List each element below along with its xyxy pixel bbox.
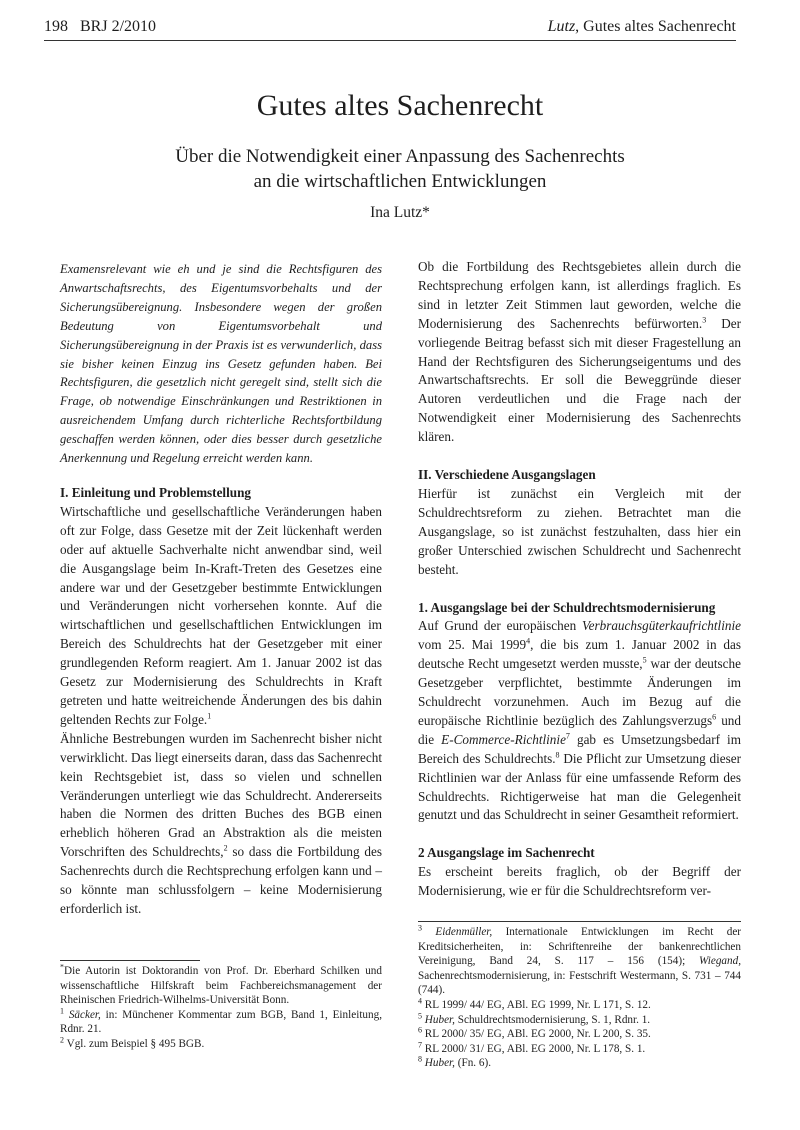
section-heading-3: 1. Ausgangslage bei der Schuldrechtsmodernisierung	[418, 599, 716, 615]
paragraph-further-development: Ob die Fortbildung des Rechtsgebietes allein durch die Rechtsprechung erfolgen kann, ist allerdings fraglich. Es sind in letzter Zeit Stimmen laut geworden, welche die Modernisierung des Sachenrechts befürworten.$^3$ Der vorliegende Beitrag befasst sich mit dieser Fragestellung an Hand der Rechtsfiguren des Sicherungseigentums und des Anwartschaftsrechts. Er soll die Beweggründe dieser Autoren verdeutlichen und die Frage nach der Notwendigkeit einer Modernisierung des Sachenrechts klären.	[418, 259, 741, 445]
header-left	[44, 14, 156, 40]
article-author: Ina Lutz*	[370, 204, 430, 221]
page-number: 198	[44, 18, 68, 35]
footnote-5: $^5$ Huber, Schuldrechtsmodernisierung, S. 1, Rdnr. 1.	[418, 1010, 651, 1026]
footnote-7: $^7$ RL 2000/ 31/ EG, ABl. EG 2000, Nr. L 178, S. 1.	[418, 1040, 646, 1055]
abstract	[60, 260, 382, 468]
paragraph-sachenrecht: Es erscheint bereits fraglich, ob der Begriff der Modernisierung, wie er für die Schuldrechtsreform ver-	[418, 864, 741, 899]
footnote-8: $^8$ Huber, (Fn. 6).	[418, 1054, 492, 1070]
journal-issue: BRJ 2/2010	[80, 18, 157, 35]
section-heading-2: II. Verschiedene Ausgangslagen	[418, 467, 596, 483]
subtitle-line-2: an die wirtschaftlichen Entwicklungen	[253, 171, 547, 192]
footnote-star: *Die Autorin ist Doktorandin von Prof. Dr. Eberhard Schilken und wissenschaftliche Hilfskraft beim Fachbereichsmanagement der Rheinischen Friedrich-Wilhelms-Universität Bonn.	[60, 962, 382, 1007]
paragraph-schuldrecht-reform: Auf Grund der europäischen Verbrauchsgüterkaufrichtlinie vom 25. Mai 1999$^4$, die bis zum 1. Januar 2002 in das deutsche Recht umgesetzt werden musste,$^5$ war der deutsche Gesetzgeber verpflichtet, bestimmte Änderungen im Schuldrecht vorzunehmen. Auch im Bezug auf die europäische Richtlinie bezüglich des Zahlungsverzugs$^6$ und die E-Commerce-Richtlinie$^7$ gab es Umsetzungsbedarf im Bereich des Schuldrechts.$^8$ Die Pflicht zur Umsetzung dieser Richtlinien war der Anlass für eine umfassende Reform des Schuldrechts. Richtigerweise hat man die Gelegenheit genutzt und das Schuldrecht in seiner Gesamtheit reformiert.	[418, 618, 741, 823]
section-heading-4: 2 Ausgangslage im Sachenrecht	[418, 845, 595, 861]
running-header	[44, 14, 736, 41]
footnote-6: $^6$ RL 2000/ 35/ EG, ABl. EG 2000, Nr. L 200, S. 35.	[418, 1025, 651, 1041]
footnote-2: $^2$ Vgl. zum Beispiel § 495 BGB.	[60, 1035, 205, 1050]
paragraph-intro: Wirtschaftliche und gesellschaftliche Veränderungen haben oft zur Folge, dass Gesetze mit der Zeit lückenhaft werden oder auf aktuelle Sachverhalte nicht anwendbar sind, weil die Ausgangslage beim In-Kraft-Treten des Gesetzes eine andere war und der Gesetzgeber bestimmte Entwicklungen und Veränderungen nicht vorhersehen konnte. Auf die wirtschaftlichen und gesellschaftlichen Entwicklungen im Bereich des Schuldrechts hat der Gesetzgeber mit einer grundlegenden Reform reagiert. Am 1. Januar 2002 ist das Gesetz zur Modernisierung des Schuldrechts in Kraft getreten und hatte weitreichende Änderungen des bis dahin geltenden Rechts zur Folge.$^1$	[60, 503, 382, 727]
footnote-ref-1[interactable]: 1	[207, 711, 212, 721]
footnote-ref-3[interactable]: 3	[702, 315, 707, 325]
article-subtitle	[0, 144, 800, 194]
article-title: Gutes altes Sachenrecht	[256, 89, 544, 122]
footnote-3: $^3$ Eidenmüller, Internationale Entwicklungen im Recht der Kreditsicherheiten, in: Schriftenreihe der bankenrechtlichen Vereinigung, Band 24, S. 117 – 156 (154); Wiegand, Sachenrechtsmodernisierung, in: Festschrift Westermann, S. 731 – 744 (744).	[418, 923, 742, 997]
paragraph-comparison: Hierfür ist zunächst ein Vergleich mit der Schuldrechtsreform zu ziehen. Betrachtet man die Ausgangslage, so ist zunächst festzuhalten, dass hier ein großer Unterschied zwischen Schuldrecht und Sachenrecht besteht.	[418, 485, 741, 577]
left-column	[60, 484, 382, 919]
subtitle-line-1: Über die Notwendigkeit einer Anpassung des Sachenrechts	[175, 146, 625, 167]
footnotes-right	[418, 925, 741, 1071]
footnote-ref-8[interactable]: 8	[555, 750, 560, 760]
paragraph-similar-efforts: Ähnliche Bestrebungen wurden im Sachenrecht bisher nicht verwirklicht. Das liegt einerseits daran, dass das Sachenrecht kein Rechtsgebiet ist, dass so vielen und schnellen Veränderungen unterliegt wie das Schuldrecht. Andererseits haben die Normen des dritten Buches des BGB einen erheblich höheren Grad an Abstraktion als die meisten Vorschriften des Schuldrechts,$^2$ so dass die Fortbildung des Sachenrechts durch die Rechtsprechung erfolgen kann und – so könnte man schlussfolgern – keine Modernisierung erforderlich ist.	[60, 730, 382, 916]
footnote-ref-6[interactable]: 6	[712, 712, 717, 722]
header-right	[548, 14, 736, 40]
running-author: Lutz	[547, 18, 576, 35]
running-title: , Gutes altes Sachenrecht	[575, 18, 736, 35]
footnote-rule-left	[60, 960, 200, 961]
section-heading-1: I. Einleitung und Problemstellung	[60, 485, 252, 500]
footnote-rule-right	[418, 921, 741, 922]
footnote-ref-4[interactable]: 4	[526, 636, 531, 646]
footnote-4: $^4$ RL 1999/ 44/ EG, ABl. EG 1999, Nr. L 171, S. 12.	[418, 996, 651, 1011]
footnotes-left	[60, 964, 382, 1052]
footnote-ref-2[interactable]: 2	[223, 843, 228, 853]
abstract-text: Examensrelevant wie eh und je sind die Rechtsfiguren des Anwartschaftsrechts, des Eigentumsvorbehalts und der Sicherungsübereignung. Insbesondere wegen der großen Bedeutung von Eigentumsvorbehalt und Sicherungsübereignung in der Praxis ist es verwunderlich, dass sie bisher keinen Einzug ins Gesetz gefunden haben. Bei Rechtsfiguren, die gesetzlich nicht geregelt sind, stellt sich die Frage, ob notwendige Einschränkungen und Restriktionen in ausreichendem Umfang durch richterliche Rechtsfortbildung geschaffen werden können, oder dies besser durch gesetzliche Anerkennung und Regelung erreicht werden kann.	[60, 262, 382, 466]
footnote-ref-7[interactable]: 7	[565, 731, 570, 741]
right-column	[418, 258, 741, 901]
footnote-ref-5[interactable]: 5	[642, 655, 647, 665]
footnote-1: $^1$ Säcker, in: Münchener Kommentar zum BGB, Band 1, Einleitung, Rdnr. 21.	[60, 1006, 383, 1036]
